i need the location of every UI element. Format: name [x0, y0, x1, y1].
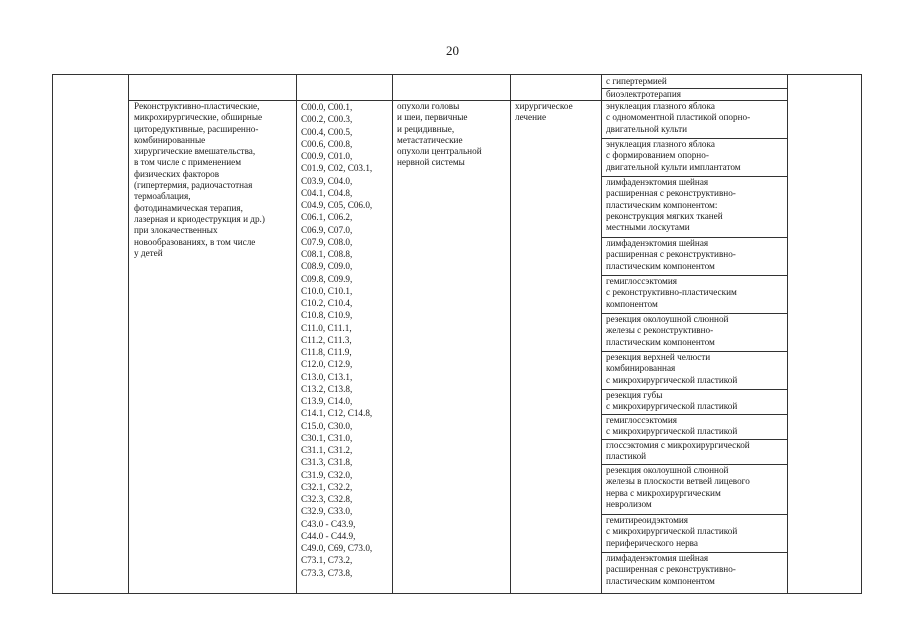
method-entry: лимфаденэктомия шейная расширенная с реконструктивно- пластическим компонентом: реконструкция мягких тканей местными лоскутами [606, 177, 736, 233]
column-divider [510, 74, 511, 594]
method-entry: резекция околоушной слюнной железы в плоскости ветвей лицевого нерва с микрохирургическим невролизом [606, 465, 750, 509]
method-entry: биоэлектротерапия [606, 89, 681, 99]
column-divider [128, 74, 129, 594]
method-entry: лимфаденэктомия шейная расширенная с реконструктивно- пластическим компонентом [606, 238, 736, 271]
method-entry: резекция околоушной слюнной железы с реконструктивно- пластическим компонентом [606, 314, 729, 347]
method-entry: с гипертермией [606, 76, 667, 86]
method-entry: глоссэктомия с микрохирургической пластикой [606, 440, 750, 462]
method-entry: гемитиреоидэктомия с микрохирургической пластикой периферического нерва [606, 515, 738, 548]
care-type-cell: Реконструктивно-пластические, микрохирургические, обширные циторедуктивные, расширенно- комбинированные хирургические вмешательства, в том числе с применением физических факторов (гипертермия, радиочастотная термоаблация, фотодинамическая терапия, лазерная и криодеструкция и др.) при злокачественных новообразованиях, в том числе у детей [134, 101, 265, 258]
column-divider [787, 74, 788, 594]
method-entry: энуклеация глазного яблока с формированием опорно- двигательной культи имплантатом [606, 139, 741, 172]
column-divider [392, 74, 393, 594]
page-number: 20 [446, 43, 459, 58]
method-entry: резекция губы с микрохирургической пластикой [606, 390, 738, 412]
patient-model-cell: опухоли головы и шеи, первичные и рецидивные, метастатические опухоли центральной нервной системы [397, 101, 482, 168]
treatment-type-cell: хирургическое лечение [515, 101, 573, 123]
method-entry: резекция верхней челюсти комбинированная с микрохирургической пластикой [606, 352, 738, 385]
diagnosis-codes-cell: C00.0, C00.1, C00.2, C00.3, C00.4, C00.5, C00.6, C00.8, C00.9, C01.0, C01.9, C02, C03.1, C03.9, C04.0, C04.1, C04.8, C04.9, C05, C06.0, C06.1, C06.2, C06.9, C07.0, C07.9, C08.0, C08.1, C08.8, C08.9, C09.0, C09.8, C09.9, C10.0, C10.1, C10.2, C10.4, C10.8, C10.9, C11.0, C11.1, C11.2, C11.3, C11.8, C11.9, C12.0, C12.9, C13.0, C13.1, C13.2, C13.8, C13.9, C14.0, C14.1, C12, C14.8, C15.0, C30.0, C30.1, C31.0, C31.1, C31.2, C31.3, C31.8, C31.9, C32.0, C32.1, C32.2, C32.3, C32.8, C32.9, C33.0, C43.0 - C43.9, C44.0 - C44.9, C49.0, C69, C73.0, C73.1, C73.2, C73.3, C73.8, [301, 102, 373, 578]
method-entry: гемиглоссэктомия с микрохирургической пластикой [606, 415, 738, 437]
method-entry: энуклеация глазного яблока с одномоментной пластикой опорно- двигательной культи [606, 101, 751, 134]
method-entry: лимфаденэктомия шейная расширенная с реконструктивно- пластическим компонентом [606, 553, 736, 586]
column-divider [601, 74, 602, 594]
method-entry: гемиглоссэктомия с реконструктивно-пластическим компонентом [606, 276, 737, 309]
column-divider [296, 74, 297, 594]
